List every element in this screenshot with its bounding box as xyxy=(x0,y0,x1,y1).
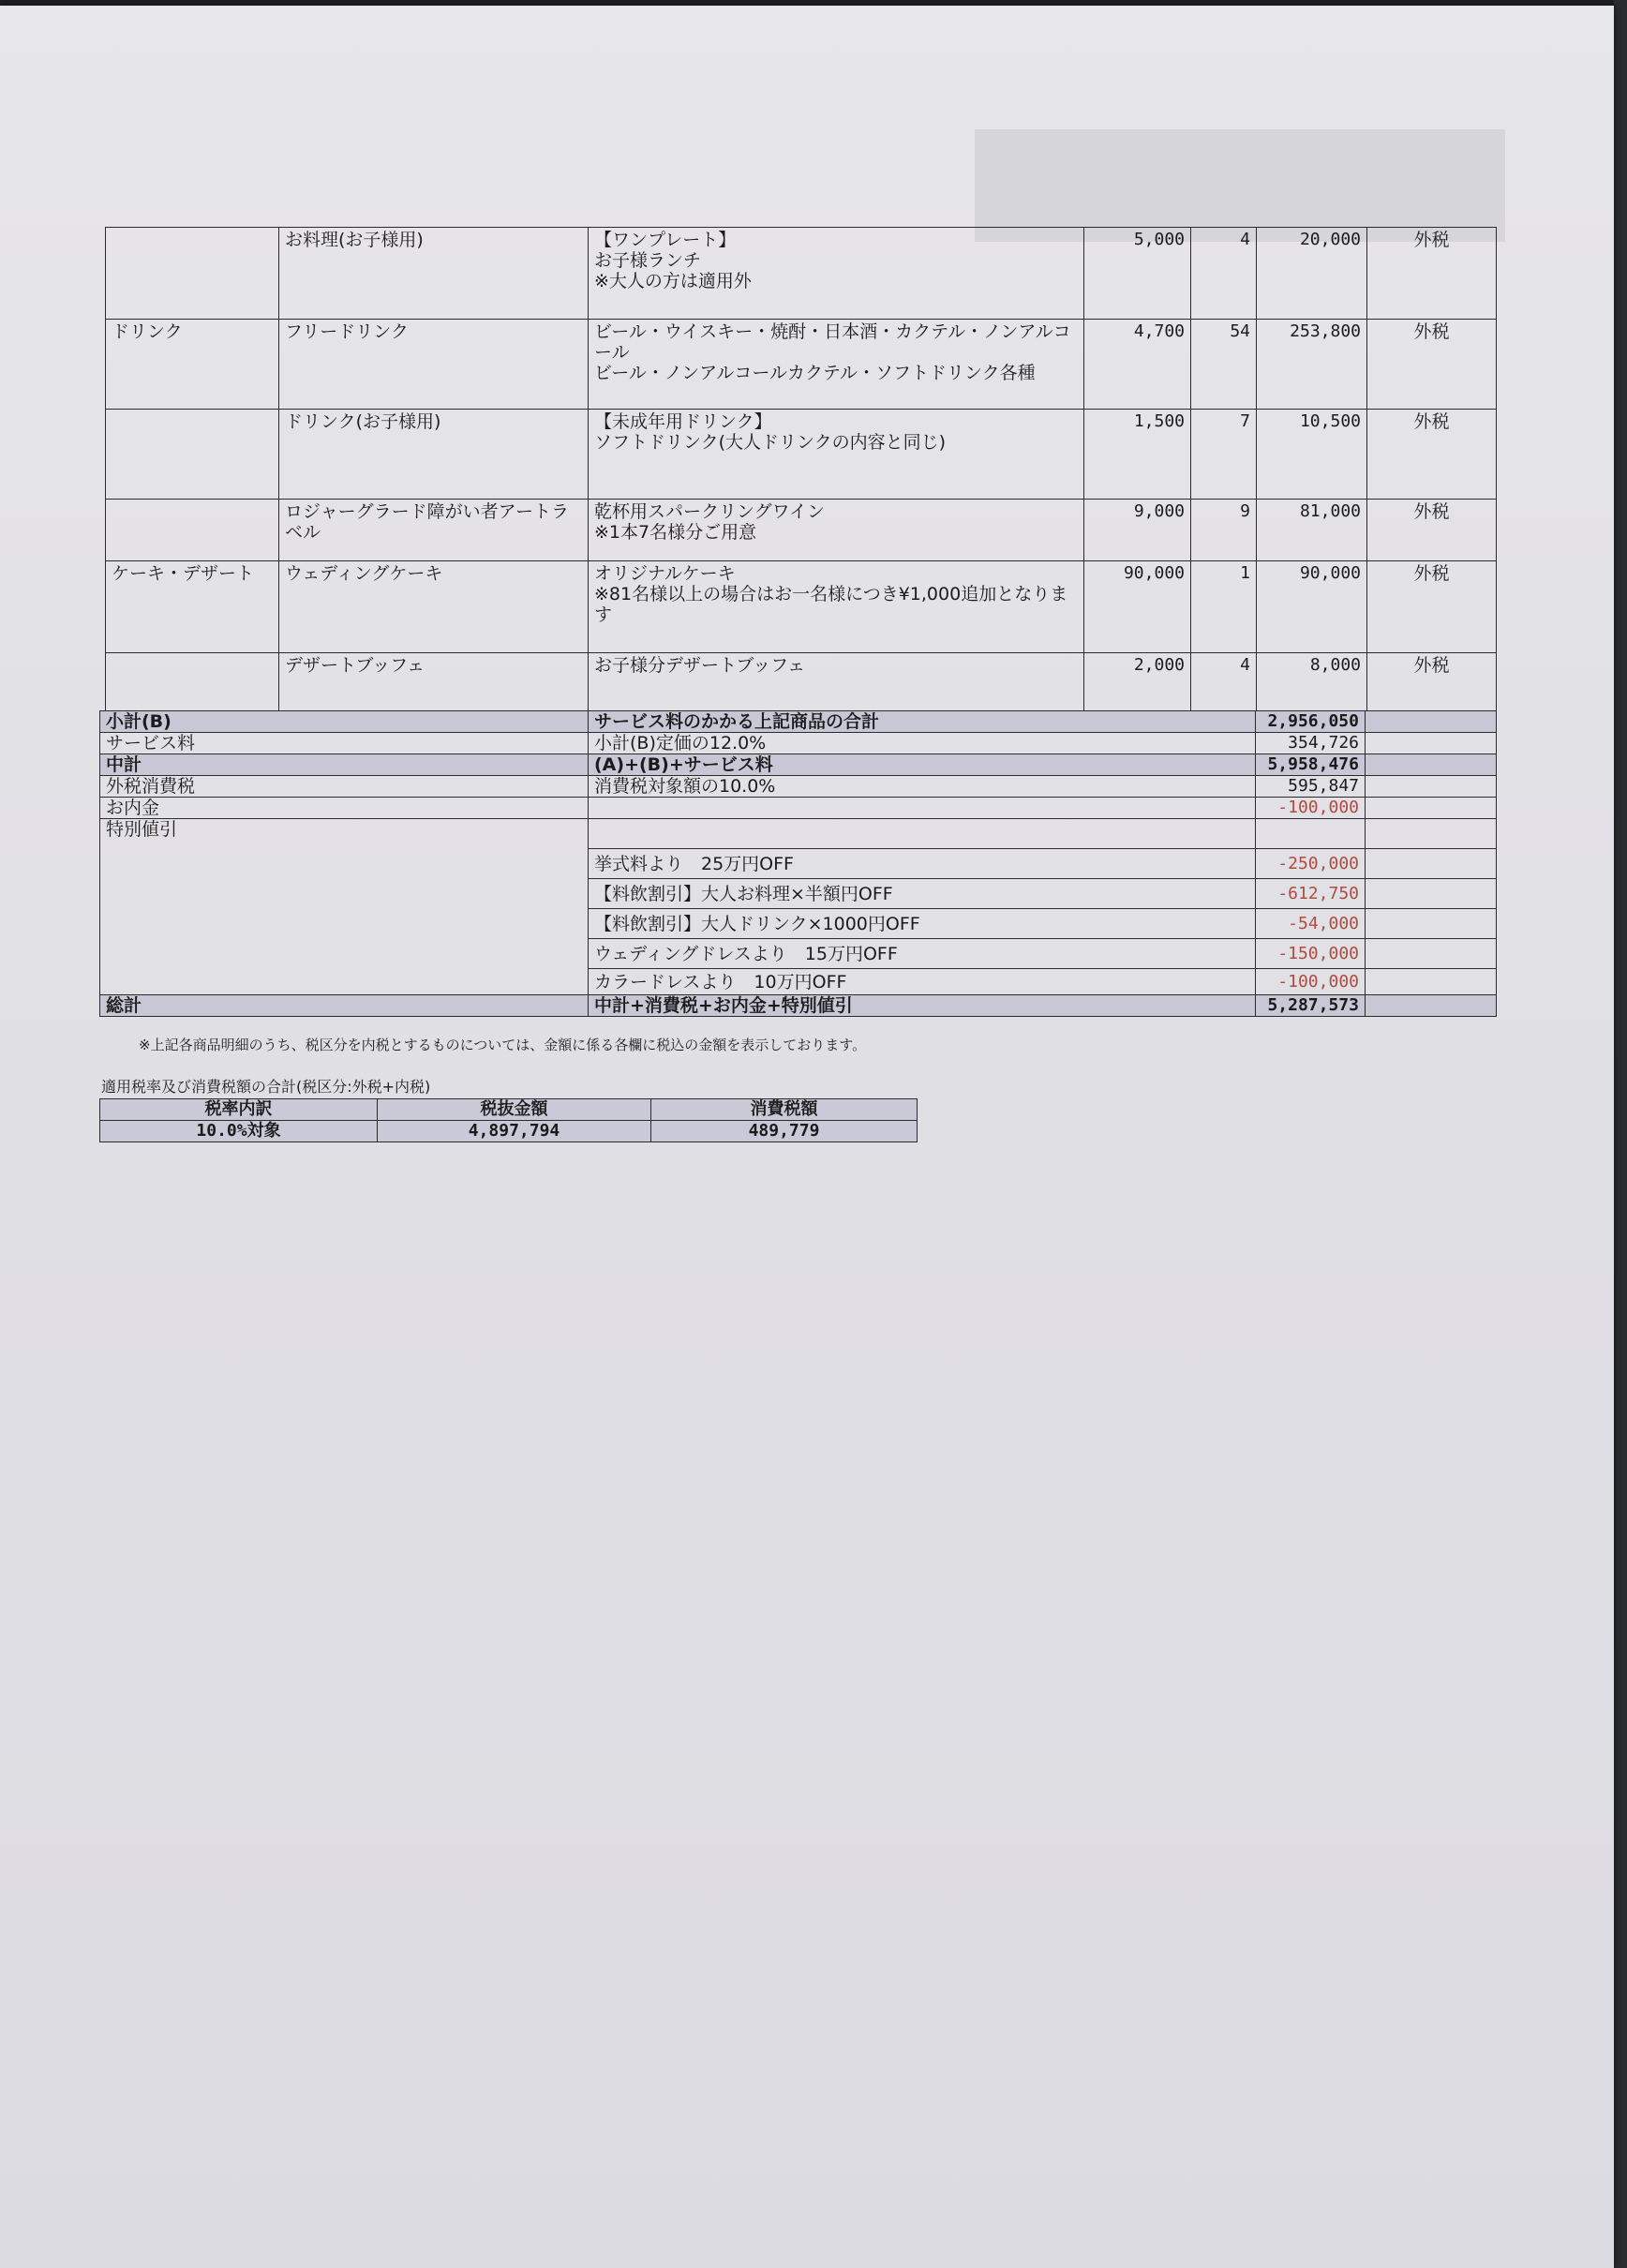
discount-desc: 挙式料より 25万円OFF xyxy=(589,849,1256,879)
qty-cell: 4 xyxy=(1191,228,1257,320)
tax-amount-cell: 489,779 xyxy=(651,1121,918,1142)
item-row xyxy=(106,320,1497,410)
empty-cell xyxy=(1366,849,1497,879)
qty-cell: 1 xyxy=(1191,561,1257,653)
amount-cell: 10,500 xyxy=(1257,410,1367,500)
empty-cell xyxy=(1366,879,1497,909)
tax-type-cell: 外税 xyxy=(1367,500,1497,561)
empty-cell xyxy=(1366,995,1497,1017)
tax-summary-header-row xyxy=(100,1099,918,1121)
deposit-desc xyxy=(589,798,1256,819)
unit-price-cell: 9,000 xyxy=(1084,500,1191,561)
empty-cell xyxy=(1366,733,1497,754)
pre-tax-amount-header: 税抜金額 xyxy=(378,1099,651,1121)
category-cell xyxy=(106,500,279,561)
subtotal-b-label: 小計(B) xyxy=(100,711,589,733)
unit-price-cell: 90,000 xyxy=(1084,561,1191,653)
redaction-mask xyxy=(975,129,1505,242)
background-right xyxy=(1614,0,1627,2268)
tax-summary-caption: 適用税率及び消費税額の合計(税区分:外税+内税) xyxy=(101,1078,431,1096)
pre-tax-amount-cell: 4,897,794 xyxy=(378,1121,651,1142)
discount-desc: ウェディングドレスより 15万円OFF xyxy=(589,939,1256,969)
empty-cell xyxy=(1366,754,1497,776)
service-desc: 小計(B)定価の12.0% xyxy=(589,733,1256,754)
category-cell xyxy=(106,228,279,320)
grand-total-amount: 5,287,573 xyxy=(1256,995,1366,1017)
empty-cell xyxy=(1366,939,1497,969)
category-cell xyxy=(106,410,279,500)
discount-spacer xyxy=(589,819,1256,849)
tax-type-cell: 外税 xyxy=(1367,410,1497,500)
summary-table xyxy=(99,710,1497,1017)
tax-rate-cell: 10.0%対象 xyxy=(100,1121,378,1142)
tax-rate-header: 税率内訳 xyxy=(100,1099,378,1121)
discount-desc: 【料飲割引】大人お料理×半額円OFF xyxy=(589,879,1256,909)
qty-cell: 9 xyxy=(1191,500,1257,561)
grand-total-desc: 中計+消費税+お内金+特別値引 xyxy=(589,995,1256,1017)
category-cell xyxy=(106,653,279,711)
amount-cell: 90,000 xyxy=(1257,561,1367,653)
deposit-amount: -100,000 xyxy=(1256,798,1366,819)
subtotal-b-desc: サービス料のかかる上記商品の合計 xyxy=(589,711,1256,733)
discount-desc: カラードレスより 10万円OFF xyxy=(589,969,1256,995)
amount-cell: 20,000 xyxy=(1257,228,1367,320)
midtotal-amount: 5,958,476 xyxy=(1256,754,1366,776)
unit-price-cell: 5,000 xyxy=(1084,228,1191,320)
grand-total-row xyxy=(100,995,1497,1017)
item-row xyxy=(106,500,1497,561)
deposit-row xyxy=(100,798,1497,819)
item-name-cell: デザートブッフェ xyxy=(279,653,589,711)
tax-desc: 消費税対象額の10.0% xyxy=(589,776,1256,798)
item-row xyxy=(106,653,1497,711)
tax-type-cell: 外税 xyxy=(1367,561,1497,653)
empty-cell xyxy=(1256,819,1366,849)
empty-cell xyxy=(1366,711,1497,733)
item-desc-cell: ビール・ウイスキー・焼酎・日本酒・カクテル・ノンアルコール ビール・ノンアルコールカクテル・ソフトドリンク各種 xyxy=(589,320,1084,410)
tax-display-note: ※上記各商品明細のうち、税区分を内税とするものについては、金額に係る各欄に税込の金額を表示しております。 xyxy=(139,1037,867,1053)
tax-label: 外税消費税 xyxy=(100,776,589,798)
tax-summary-table xyxy=(99,1098,918,1142)
item-name-cell: ウェディングケーキ xyxy=(279,561,589,653)
subtotal-b-amount: 2,956,050 xyxy=(1256,711,1366,733)
item-desc-cell: お子様分デザートブッフェ xyxy=(589,653,1084,711)
empty-cell xyxy=(1366,819,1497,849)
discount-amount: -54,000 xyxy=(1256,909,1366,939)
discount-amount: -250,000 xyxy=(1256,849,1366,879)
midtotal-label: 中計 xyxy=(100,754,589,776)
item-desc-cell: オリジナルケーキ ※81名様以上の場合はお一名様につき¥1,000追加となります xyxy=(589,561,1084,653)
item-desc-cell: 乾杯用スパークリングワイン ※1本7名様分ご用意 xyxy=(589,500,1084,561)
tax-summary-row xyxy=(100,1121,918,1142)
unit-price-cell: 1,500 xyxy=(1084,410,1191,500)
item-desc-cell: 【ワンプレート】 お子様ランチ ※大人の方は適用外 xyxy=(589,228,1084,320)
grand-total-label: 総計 xyxy=(100,995,589,1017)
service-row xyxy=(100,733,1497,754)
tax-type-cell: 外税 xyxy=(1367,228,1497,320)
discount-amount: -612,750 xyxy=(1256,879,1366,909)
item-row xyxy=(106,410,1497,500)
empty-cell xyxy=(1366,969,1497,995)
item-detail-table xyxy=(105,227,1497,711)
tax-amount-header: 消費税額 xyxy=(651,1099,918,1121)
unit-price-cell: 4,700 xyxy=(1084,320,1191,410)
tax-row xyxy=(100,776,1497,798)
empty-cell xyxy=(1366,798,1497,819)
empty-cell xyxy=(1366,776,1497,798)
category-cell: ケーキ・デザート xyxy=(106,561,279,653)
discount-desc: 【料飲割引】大人ドリンク×1000円OFF xyxy=(589,909,1256,939)
deposit-label: お内金 xyxy=(100,798,589,819)
service-amount: 354,726 xyxy=(1256,733,1366,754)
discount-row xyxy=(100,819,1497,849)
category-cell: ドリンク xyxy=(106,320,279,410)
empty-cell xyxy=(1366,909,1497,939)
qty-cell: 4 xyxy=(1191,653,1257,711)
amount-cell: 81,000 xyxy=(1257,500,1367,561)
amount-cell: 8,000 xyxy=(1257,653,1367,711)
item-name-cell: ドリンク(お子様用) xyxy=(279,410,589,500)
qty-cell: 54 xyxy=(1191,320,1257,410)
item-row xyxy=(106,561,1497,653)
item-row xyxy=(106,228,1497,320)
item-name-cell: ロジャーグラード障がい者アートラベル xyxy=(279,500,589,561)
qty-cell: 7 xyxy=(1191,410,1257,500)
tax-amount: 595,847 xyxy=(1256,776,1366,798)
discount-amount: -150,000 xyxy=(1256,939,1366,969)
midtotal-row xyxy=(100,754,1497,776)
item-desc-cell: 【未成年用ドリンク】 ソフトドリンク(大人ドリンクの内容と同じ) xyxy=(589,410,1084,500)
midtotal-desc: (A)+(B)+サービス料 xyxy=(589,754,1256,776)
tax-type-cell: 外税 xyxy=(1367,653,1497,711)
item-name-cell: フリードリンク xyxy=(279,320,589,410)
service-label: サービス料 xyxy=(100,733,589,754)
subtotal-b-row xyxy=(100,711,1497,733)
discount-amount: -100,000 xyxy=(1256,969,1366,995)
amount-cell: 253,800 xyxy=(1257,320,1367,410)
document-sheet xyxy=(0,6,1614,2268)
item-name-cell: お料理(お子様用) xyxy=(279,228,589,320)
unit-price-cell: 2,000 xyxy=(1084,653,1191,711)
discount-label: 特別値引 xyxy=(100,819,589,995)
tax-type-cell: 外税 xyxy=(1367,320,1497,410)
